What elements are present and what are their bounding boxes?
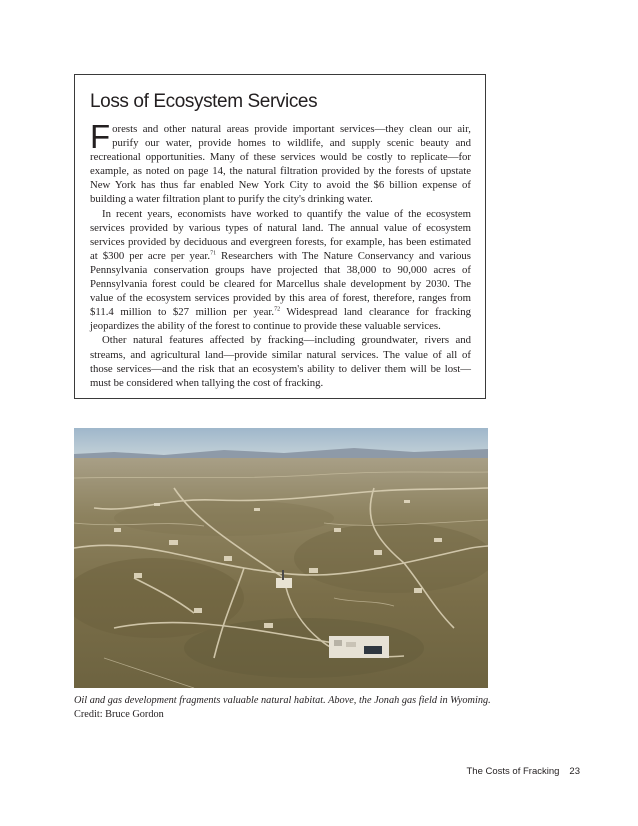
paragraph-2-part-b: Researchers with The Nature Conservancy and various Pennsylvania conservation groups have projected that 38,000 to 90,000 acres of Pennsylvania forest could be cleared for Marcellus shale development by 2030. The value of the ecosystem services provided by this area of forest, therefore, ranges from $11.4 million to $27 million per year.: [90, 249, 471, 319]
processing-facility: [329, 636, 389, 658]
page-footer: [467, 766, 581, 777]
paragraph-2-part-c: Widespread land clearance for fracking jeopardizes the ability of the forest to continue to provide these valuable services.: [90, 306, 471, 333]
photo-caption: [74, 694, 494, 721]
paragraph-1: [90, 118, 471, 207]
aerial-photo-gas-field: [74, 428, 488, 688]
aerial-photo-illustration: [74, 428, 488, 688]
footnote-ref-72: 72: [274, 306, 281, 313]
caption-text: Oil and gas development fragments valuable natural habitat. Above, the Jonah gas field in Wyoming.: [74, 695, 491, 706]
sidebar-title: Loss of Ecosystem Services: [90, 91, 318, 112]
sidebar-box: [74, 74, 486, 399]
page-number: 23: [569, 766, 580, 777]
paragraph-2: [90, 207, 471, 334]
paragraph-1-text: orests and other natural areas provide important services—they clean our air, purify our water, provide homes to wildlife, and supply scenic beauty and recreational opportunities. Many of these services would be costly to replicate—for example, as noted on page 14, the natural filtration provided by the forests of upstate New York has thus far enabled New York City to avoid the $6 billion expense of building a water filtration plant to purify the city's drinking water.: [90, 123, 471, 206]
paragraph-3: Other natural features affected by fracking—including groundwater, rivers and streams, and agricultural land—provide similar natural services. The value of all of those services—and the risk that an ecosystem's ability to deliver them will be lost—must be considered when tallying the cost of fracking.: [90, 334, 471, 389]
photo-credit: Credit: Bruce Gordon: [74, 708, 164, 720]
paragraph-2-part-a: In recent years, economists have worked to quantify the value of the ecosystem services provided by various types of natural land. The annual value of ecosystem services provided by deciduous and evergreen forests, for example, has been estimated at $300 per acre per year.: [90, 207, 471, 262]
drop-cap: F: [90, 118, 111, 155]
footnote-ref-71: 71: [210, 250, 217, 257]
running-title: The Costs of Fracking: [466, 766, 560, 777]
sidebar-body: [90, 118, 471, 390]
